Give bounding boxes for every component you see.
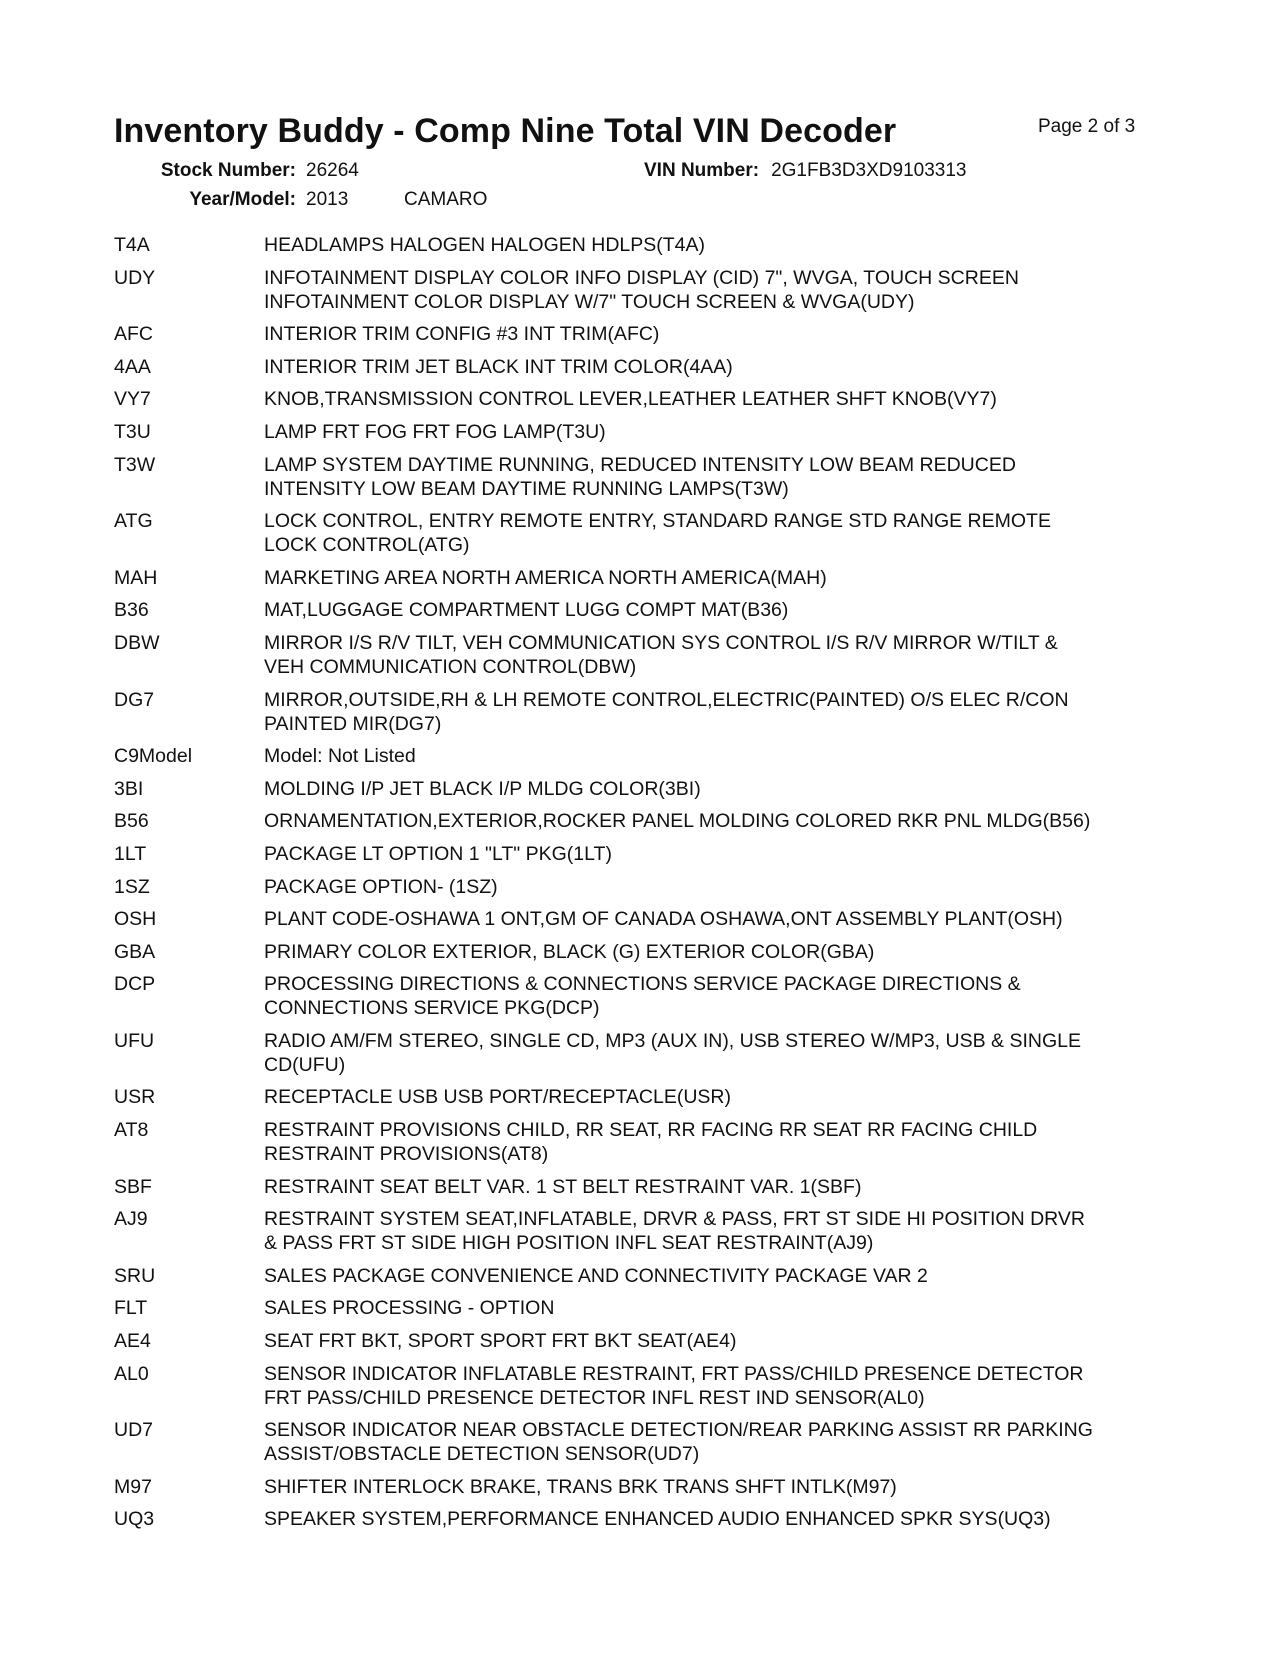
option-description: SHIFTER INTERLOCK BRAKE, TRANS BRK TRANS SHFT INTLK(M97) bbox=[264, 1475, 897, 1498]
option-code: DCP bbox=[114, 973, 156, 996]
option-description: RESTRAINT PROVISIONS CHILD, RR SEAT, RR FACING RR SEAT RR FACING CHILD RESTRAINT PROVISIONS(AT8) bbox=[264, 1119, 1038, 1166]
option-row bbox=[114, 777, 1174, 801]
stock-number-field bbox=[150, 160, 359, 182]
option-row bbox=[114, 420, 1174, 444]
option-code: M97 bbox=[114, 1475, 152, 1498]
option-row bbox=[114, 972, 1174, 1020]
option-row bbox=[114, 1362, 1174, 1410]
stock-number-value: 26264 bbox=[306, 160, 359, 181]
option-description: MARKETING AREA NORTH AMERICA NORTH AMERICA(MAH) bbox=[264, 566, 827, 589]
option-description: ORNAMENTATION,EXTERIOR,ROCKER PANEL MOLDING COLORED RKR PNL MLDG(B56) bbox=[264, 810, 1091, 833]
option-description: RECEPTACLE USB USB PORT/RECEPTACLE(USR) bbox=[264, 1086, 732, 1109]
option-description: INTERIOR TRIM JET BLACK INT TRIM COLOR(4AA) bbox=[264, 355, 733, 378]
option-row bbox=[114, 875, 1174, 899]
option-description: PLANT CODE-OSHAWA 1 ONT,GM OF CANADA OSHAWA,ONT ASSEMBLY PLANT(OSH) bbox=[264, 908, 1063, 931]
option-row bbox=[114, 1475, 1174, 1499]
option-code: AL0 bbox=[114, 1362, 149, 1385]
option-row bbox=[114, 744, 1174, 768]
option-row bbox=[114, 1207, 1174, 1255]
option-row bbox=[114, 1329, 1174, 1353]
option-description: SEAT FRT BKT, SPORT SPORT FRT BKT SEAT(AE4) bbox=[264, 1330, 737, 1353]
option-code: T4A bbox=[114, 234, 150, 256]
option-row bbox=[114, 566, 1174, 590]
option-row bbox=[114, 1296, 1174, 1320]
option-row bbox=[114, 355, 1174, 379]
option-code: 3BI bbox=[114, 777, 144, 800]
model-value: CAMARO bbox=[404, 189, 488, 210]
option-description: MIRROR I/S R/V TILT, VEH COMMUNICATION SYS CONTROL I/S R/V MIRROR W/TILT & VEH COMMUNICATION CONTROL(DBW) bbox=[264, 631, 1058, 678]
option-row bbox=[114, 1418, 1174, 1466]
option-code: SBF bbox=[114, 1175, 152, 1198]
option-row bbox=[114, 1175, 1174, 1199]
option-description: LAMP SYSTEM DAYTIME RUNNING, REDUCED INTENSITY LOW BEAM REDUCED INTENSITY LOW BEAM DAYTIME RUNNING LAMPS(T3W) bbox=[264, 453, 1016, 500]
option-row bbox=[114, 1118, 1174, 1166]
option-description: PRIMARY COLOR EXTERIOR, BLACK (G) EXTERIOR COLOR(GBA) bbox=[264, 940, 875, 963]
option-code: UQ3 bbox=[114, 1508, 155, 1531]
option-code: MAH bbox=[114, 566, 158, 589]
option-code: GBA bbox=[114, 940, 156, 963]
option-row bbox=[114, 233, 1174, 257]
option-code: 1SZ bbox=[114, 875, 150, 898]
vin-number-field bbox=[644, 160, 967, 182]
option-row bbox=[114, 387, 1174, 411]
option-row bbox=[114, 453, 1174, 501]
option-code: SRU bbox=[114, 1264, 156, 1287]
option-code: T3U bbox=[114, 420, 151, 443]
option-description: LOCK CONTROL, ENTRY REMOTE ENTRY, STANDARD RANGE STD RANGE REMOTE LOCK CONTROL(ATG) bbox=[264, 510, 1051, 557]
option-code: AT8 bbox=[114, 1119, 149, 1142]
option-row bbox=[114, 1264, 1174, 1288]
option-description: LAMP FRT FOG FRT FOG LAMP(T3U) bbox=[264, 420, 606, 443]
option-code: OSH bbox=[114, 908, 157, 931]
option-description: SENSOR INDICATOR INFLATABLE RESTRAINT, FRT PASS/CHILD PRESENCE DETECTOR FRT PASS/CHILD PRESENCE DETECTOR INFL REST IND SENSOR(AL0) bbox=[264, 1362, 1084, 1409]
option-description: INTERIOR TRIM CONFIG #3 INT TRIM(AFC) bbox=[264, 323, 660, 346]
stock-number-label: Stock Number: bbox=[160, 160, 296, 181]
page-title: Inventory Buddy - Comp Nine Total VIN Decoder bbox=[114, 112, 897, 150]
option-description: RESTRAINT SYSTEM SEAT,INFLATABLE, DRVR & PASS, FRT ST SIDE HI POSITION DRVR & PASS FRT ST SIDE HIGH POSITION INFL SEAT RESTRAINT(AJ9) bbox=[264, 1208, 1085, 1255]
option-code: UD7 bbox=[114, 1419, 154, 1442]
year-model-field bbox=[150, 189, 348, 211]
option-description: INFOTAINMENT DISPLAY COLOR INFO DISPLAY (CID) 7", WVGA, TOUCH SCREEN INFOTAINMENT COLOR DISPLAY W/7" TOUCH SCREEN & WVGA(UDY) bbox=[264, 266, 1019, 313]
option-row bbox=[114, 509, 1174, 557]
option-code: AE4 bbox=[114, 1330, 151, 1353]
option-description: PROCESSING DIRECTIONS & CONNECTIONS SERVICE PACKAGE DIRECTIONS & CONNECTIONS SERVICE PKG(DCP) bbox=[264, 973, 1021, 1020]
option-code: DBW bbox=[114, 631, 160, 654]
option-description: PACKAGE OPTION- (1SZ) bbox=[264, 875, 498, 898]
option-description: MAT,LUGGAGE COMPARTMENT LUGG COMPT MAT(B36) bbox=[264, 599, 789, 622]
option-row bbox=[114, 940, 1174, 964]
option-row bbox=[114, 842, 1174, 866]
option-code: B56 bbox=[114, 810, 149, 833]
page-number: Page 2 of 3 bbox=[1038, 116, 1136, 137]
option-description: SENSOR INDICATOR NEAR OBSTACLE DETECTION/REAR PARKING ASSIST RR PARKING ASSIST/OBSTACLE DETECTION SENSOR(UD7) bbox=[264, 1419, 1093, 1466]
option-code: ATG bbox=[114, 510, 153, 533]
option-code: T3W bbox=[114, 453, 156, 476]
option-row bbox=[114, 598, 1174, 622]
option-row bbox=[114, 1507, 1174, 1531]
option-code: FLT bbox=[114, 1297, 148, 1320]
option-code: UDY bbox=[114, 266, 156, 289]
option-row bbox=[114, 688, 1174, 736]
option-row bbox=[114, 1085, 1174, 1109]
option-code: UFU bbox=[114, 1029, 155, 1052]
option-description: MIRROR,OUTSIDE,RH & LH REMOTE CONTROL,ELECTRIC(PAINTED) O/S ELEC R/CON PAINTED MIR(DG7) bbox=[264, 688, 1069, 735]
option-code: USR bbox=[114, 1086, 156, 1109]
option-row bbox=[114, 907, 1174, 931]
option-description: SALES PROCESSING - OPTION bbox=[264, 1297, 555, 1320]
option-row bbox=[114, 1029, 1174, 1077]
option-description: PACKAGE LT OPTION 1 "LT" PKG(1LT) bbox=[264, 842, 612, 865]
option-row bbox=[114, 322, 1174, 346]
option-description: RESTRAINT SEAT BELT VAR. 1 ST BELT RESTRAINT VAR. 1(SBF) bbox=[264, 1175, 862, 1198]
option-code: AJ9 bbox=[114, 1208, 148, 1231]
vin-number-value: 2G1FB3D3XD9103313 bbox=[771, 160, 967, 181]
year-model-label: Year/Model: bbox=[189, 189, 296, 210]
option-code: B36 bbox=[114, 599, 149, 622]
option-code-list bbox=[114, 233, 1174, 1540]
option-description: RADIO AM/FM STEREO, SINGLE CD, MP3 (AUX IN), USB STEREO W/MP3, USB & SINGLE CD(UFU) bbox=[264, 1029, 1081, 1076]
option-description: SPEAKER SYSTEM,PERFORMANCE ENHANCED AUDIO ENHANCED SPKR SYS(UQ3) bbox=[264, 1508, 1051, 1531]
option-code: C9Model bbox=[114, 745, 193, 768]
option-code: 1LT bbox=[114, 842, 147, 865]
option-code: AFC bbox=[114, 323, 153, 346]
option-description: KNOB,TRANSMISSION CONTROL LEVER,LEATHER LEATHER SHFT KNOB(VY7) bbox=[264, 388, 997, 411]
vin-number-label: VIN Number: bbox=[644, 160, 760, 181]
option-code: 4AA bbox=[114, 355, 151, 378]
option-description: HEADLAMPS HALOGEN HALOGEN HDLPS(T4A) bbox=[264, 234, 706, 256]
option-code: DG7 bbox=[114, 688, 155, 711]
option-row bbox=[114, 809, 1174, 833]
option-description: Model: Not Listed bbox=[264, 745, 416, 768]
option-description: SALES PACKAGE CONVENIENCE AND CONNECTIVITY PACKAGE VAR 2 bbox=[264, 1264, 928, 1287]
option-row bbox=[114, 631, 1174, 679]
option-description: MOLDING I/P JET BLACK I/P MLDG COLOR(3BI) bbox=[264, 777, 701, 800]
year-value: 2013 bbox=[306, 189, 349, 210]
option-row bbox=[114, 266, 1174, 314]
option-code: VY7 bbox=[114, 388, 151, 411]
